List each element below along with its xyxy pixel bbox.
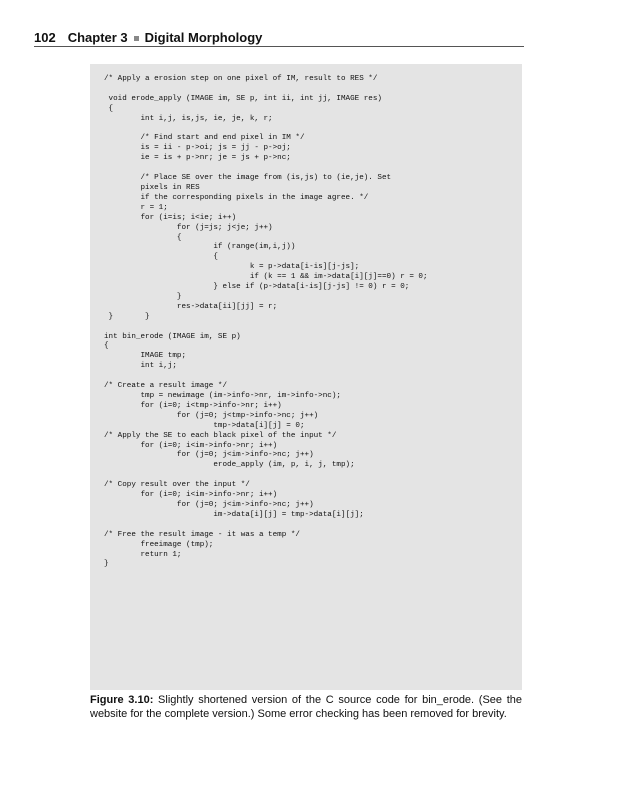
- code-line: is = ii - p->oi; js = jj - p->oj;: [104, 144, 291, 153]
- code-line: for (i=0; i<tmp->info->nr; i++): [104, 401, 282, 410]
- code-line: void erode_apply (IMAGE im, SE p, int ii, int jj, IMAGE res): [104, 94, 382, 103]
- code-line: for (j=js; j<je; j++): [104, 223, 273, 232]
- code-line: /* Find start and end pixel in IM */: [104, 134, 305, 143]
- caption-text: Slightly shortened version of the C source code for bin_erode. (See the website for the complete version.) Some error checking has been removed for brevity.: [90, 694, 522, 720]
- code-line: if (range(im,i,j)): [104, 243, 296, 252]
- code-line: if the corresponding pixels in the image agree. */: [104, 193, 369, 202]
- code-line: tmp = newimage (im->info->nr, im->info->nc);: [104, 392, 341, 400]
- code-line: ie = is + p->nr; je = js + p->nc;: [104, 154, 291, 163]
- code-line: int bin_erode (IMAGE im, SE p): [104, 332, 241, 341]
- code-line: } }: [104, 312, 150, 321]
- section-title: Digital Morphology: [144, 30, 263, 45]
- code-line: res->data[ii][jj] = r;: [104, 302, 278, 311]
- code-line: /* Place SE over the image from (is,js) to (ie,je). Set: [104, 174, 392, 183]
- code-line: r = 1;: [104, 203, 168, 212]
- code-line: pixels in RES: [104, 183, 200, 192]
- figure-label: Figure 3.10:: [90, 694, 154, 706]
- code-line: }: [104, 560, 109, 569]
- code-line: int i,j;: [104, 362, 177, 371]
- code-line: for (i=0; i<im->info->nr; i++): [104, 491, 278, 500]
- code-line: {: [104, 342, 109, 351]
- code-listing: [90, 64, 522, 690]
- code-line: im->data[i][j] = tmp->data[i][j];: [104, 510, 364, 519]
- code-line: /* Apply the SE to each black pixel of the input */: [104, 431, 337, 440]
- code-line: {: [104, 104, 114, 113]
- figure-caption: [90, 693, 522, 721]
- code-line: freeimage (tmp);: [104, 540, 214, 549]
- code-line: for (i=is; i<ie; i++): [104, 213, 237, 222]
- header-rule: [34, 46, 524, 47]
- code-line: erode_apply (im, p, i, j, tmp);: [104, 461, 355, 470]
- code-line: /* Apply a erosion step on one pixel of IM, result to RES */: [104, 75, 378, 83]
- code-line: tmp->data[i][j] = 0;: [104, 421, 305, 430]
- code-line: } else if (p->data[i-is][j-js] != 0) r = 0;: [104, 283, 410, 292]
- running-header: [34, 30, 524, 45]
- code-line: {: [104, 253, 218, 262]
- code-line: for (j=0; j<im->info->nc; j++): [104, 451, 314, 460]
- code-block: [104, 75, 522, 570]
- code-line: if (k == 1 && im->data[i][j]==0) r = 0;: [104, 273, 428, 282]
- page-number: 102: [34, 30, 56, 45]
- code-line: for (j=0; j<im->info->nc; j++): [104, 500, 314, 509]
- code-line: /* Copy result over the input */: [104, 481, 250, 490]
- code-line: }: [104, 292, 182, 301]
- code-line: /* Create a result image */: [104, 382, 228, 391]
- code-line: int i,j, is,js, ie, je, k, r;: [104, 114, 273, 123]
- code-line: /* Free the result image - it was a temp */: [104, 530, 300, 539]
- bullet-separator-icon: [134, 36, 139, 41]
- chapter-label: Chapter 3: [67, 30, 128, 45]
- code-line: return 1;: [104, 550, 182, 559]
- code-line: for (i=0; i<im->info->nr; i++): [104, 441, 278, 450]
- code-line: for (j=0; j<tmp->info->nc; j++): [104, 411, 319, 420]
- code-line: k = p->data[i-is][j-js];: [104, 263, 360, 272]
- code-line: IMAGE tmp;: [104, 352, 187, 361]
- code-line: {: [104, 233, 182, 242]
